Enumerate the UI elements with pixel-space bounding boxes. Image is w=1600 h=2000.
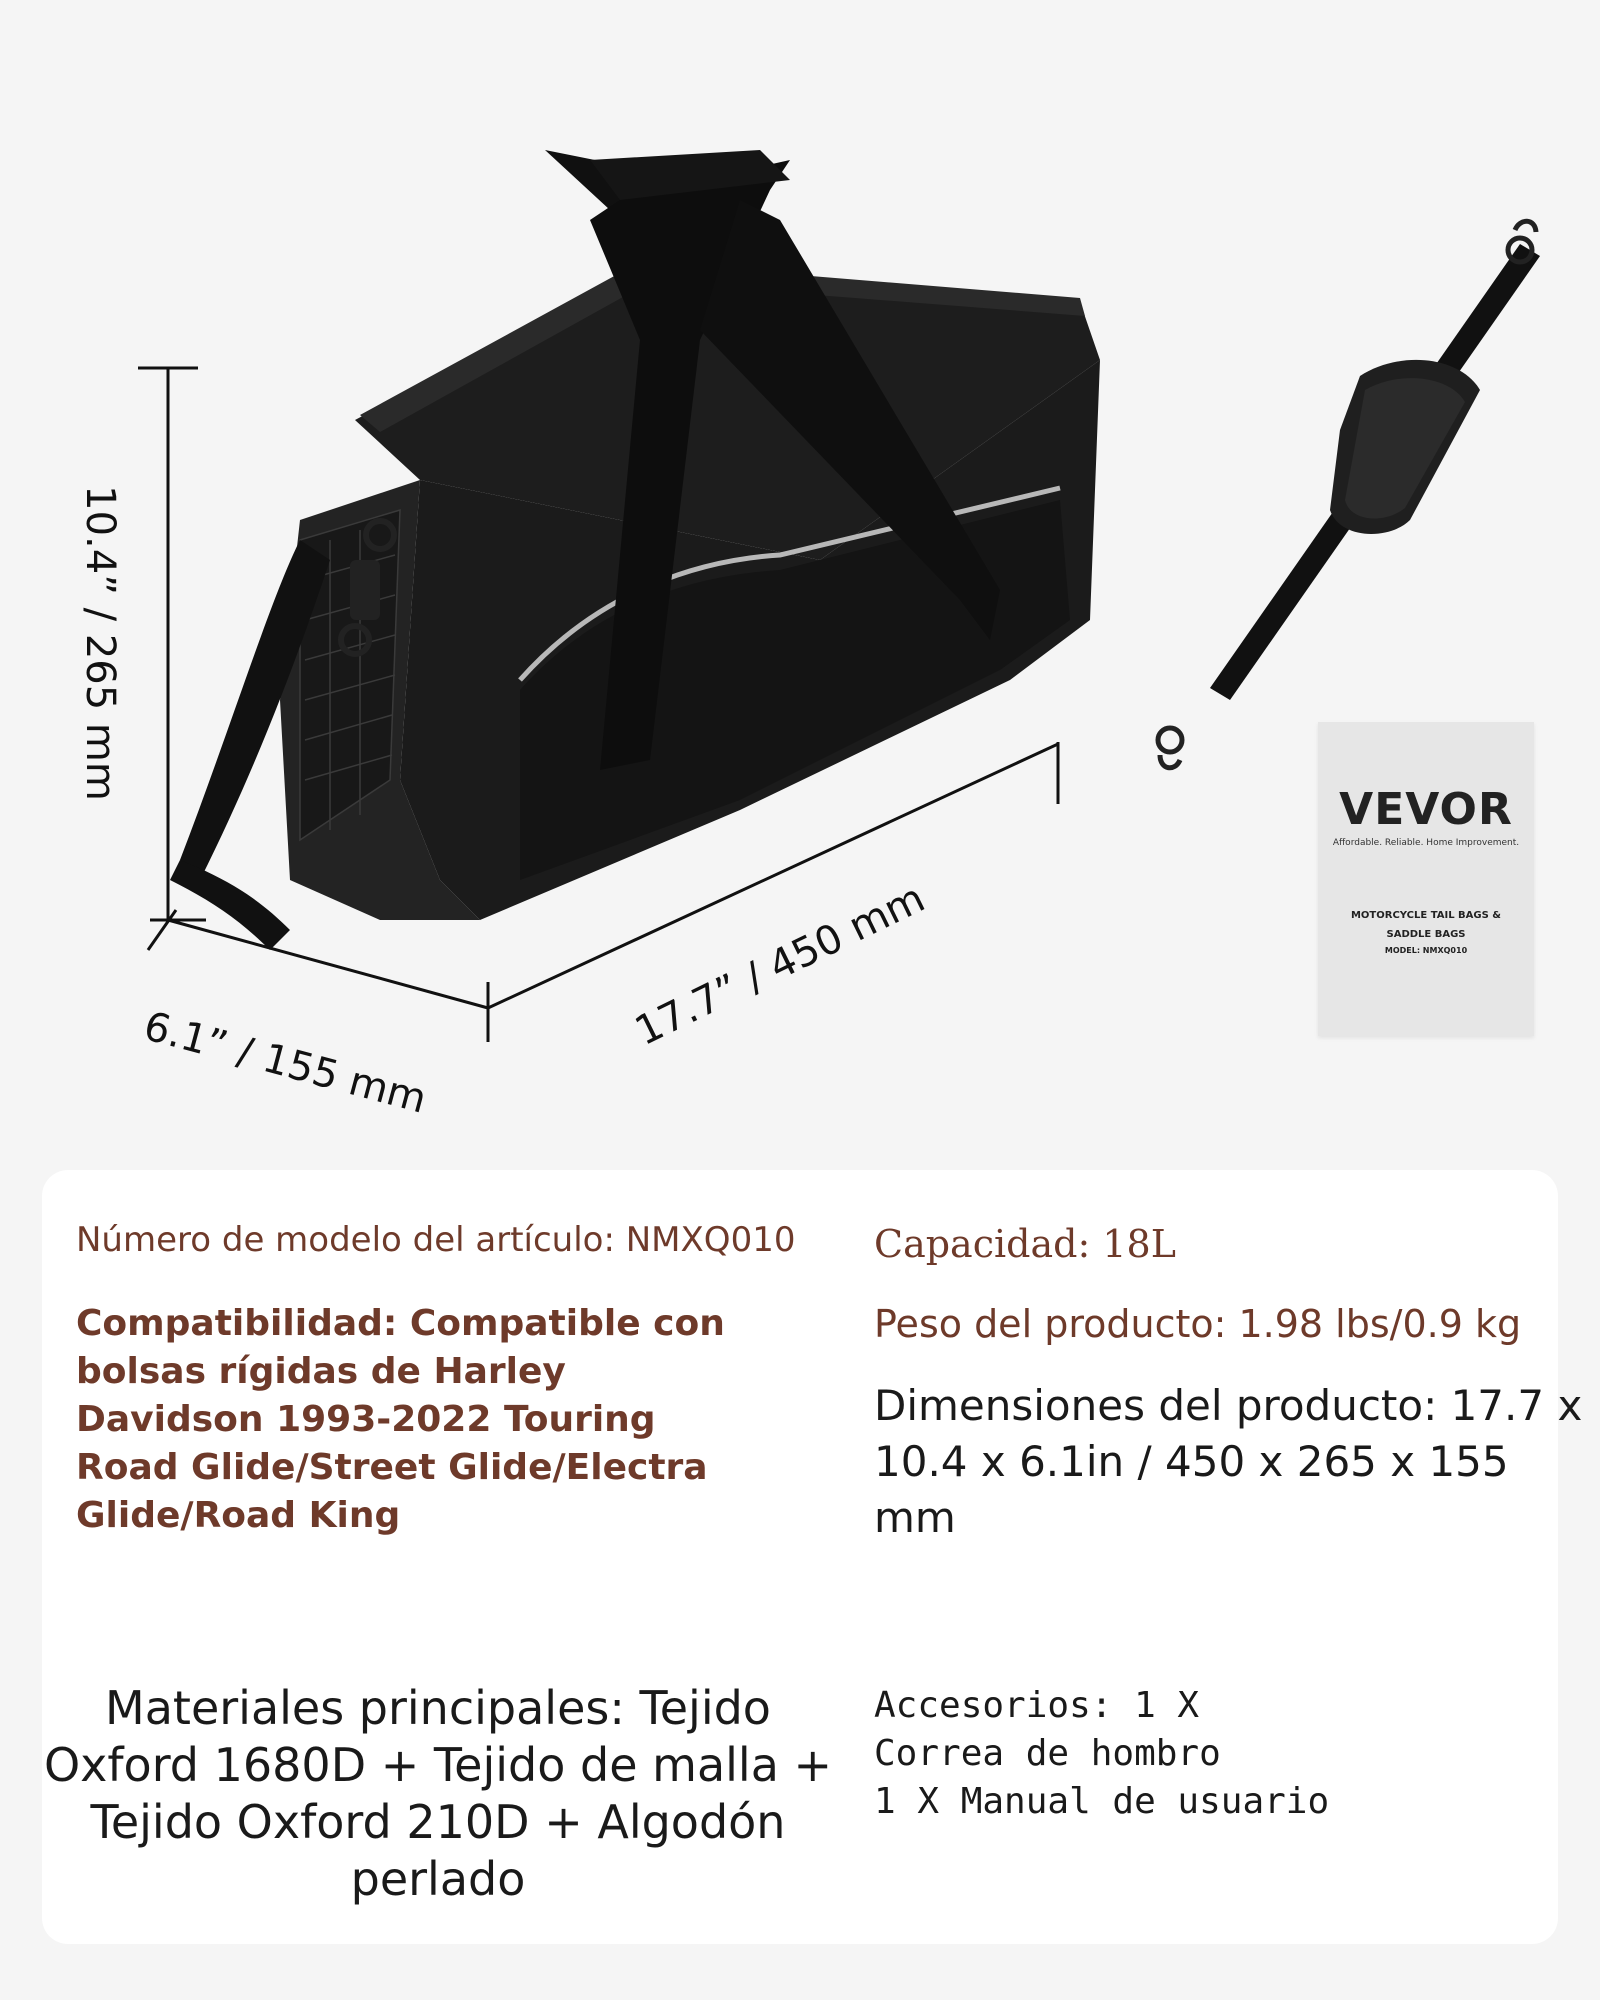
- manual-tagline: Affordable. Reliable. Home Improvement.: [1332, 838, 1520, 848]
- materials-text: Materiales principales: Tejido Oxford 1680D + Tejido de malla + Tejido Oxford 210D + Algodón perlado: [43, 1681, 833, 1906]
- length-dimension-label: 17.7” / 450 mm: [628, 875, 932, 1055]
- depth-dimension-tick-left: [148, 910, 176, 950]
- accessories-text: [874, 1682, 1354, 1826]
- shoulder-strap-image: [1158, 221, 1540, 768]
- depth-dimension-line: [168, 920, 488, 1008]
- manual-brand-logo: VEVOR: [1339, 784, 1513, 835]
- accessories-line: 1 X Manual de usuario: [874, 1781, 1330, 1822]
- compatibility-text: Compatibilidad: Compatible con bolsas rígidas de Harley Davidson 1993-2022 Touring Road Glide/Street Glide/Electra Glide/Road King: [76, 1303, 725, 1536]
- weight-text: Peso del producto: 1.98 lbs/0.9 kg: [874, 1302, 1522, 1346]
- black-duffel-bag-image: [170, 150, 1100, 950]
- model-number: Número de modelo del artículo: NMXQ010: [76, 1220, 796, 1260]
- manual-title: MOTORCYCLE TAIL BAGS & SADDLE BAGS: [1350, 910, 1502, 940]
- user-manual: [1318, 722, 1534, 1036]
- accessories-line: Accesorios: 1 X: [874, 1685, 1200, 1726]
- accessories-line: Correa de hombro: [874, 1733, 1221, 1774]
- height-dimension-label: 10.4” / 265 mm: [77, 485, 123, 801]
- capacity-text: Capacidad: 18L: [874, 1222, 1176, 1266]
- depth-dimension-label: 6.1” / 155 mm: [138, 1003, 432, 1123]
- manual-model: MODEL: NMXQ010: [1384, 946, 1468, 955]
- dimensions-text: Dimensiones del producto: 17.7 x 10.4 x 6.1in / 450 x 265 x 155 mm: [874, 1381, 1583, 1542]
